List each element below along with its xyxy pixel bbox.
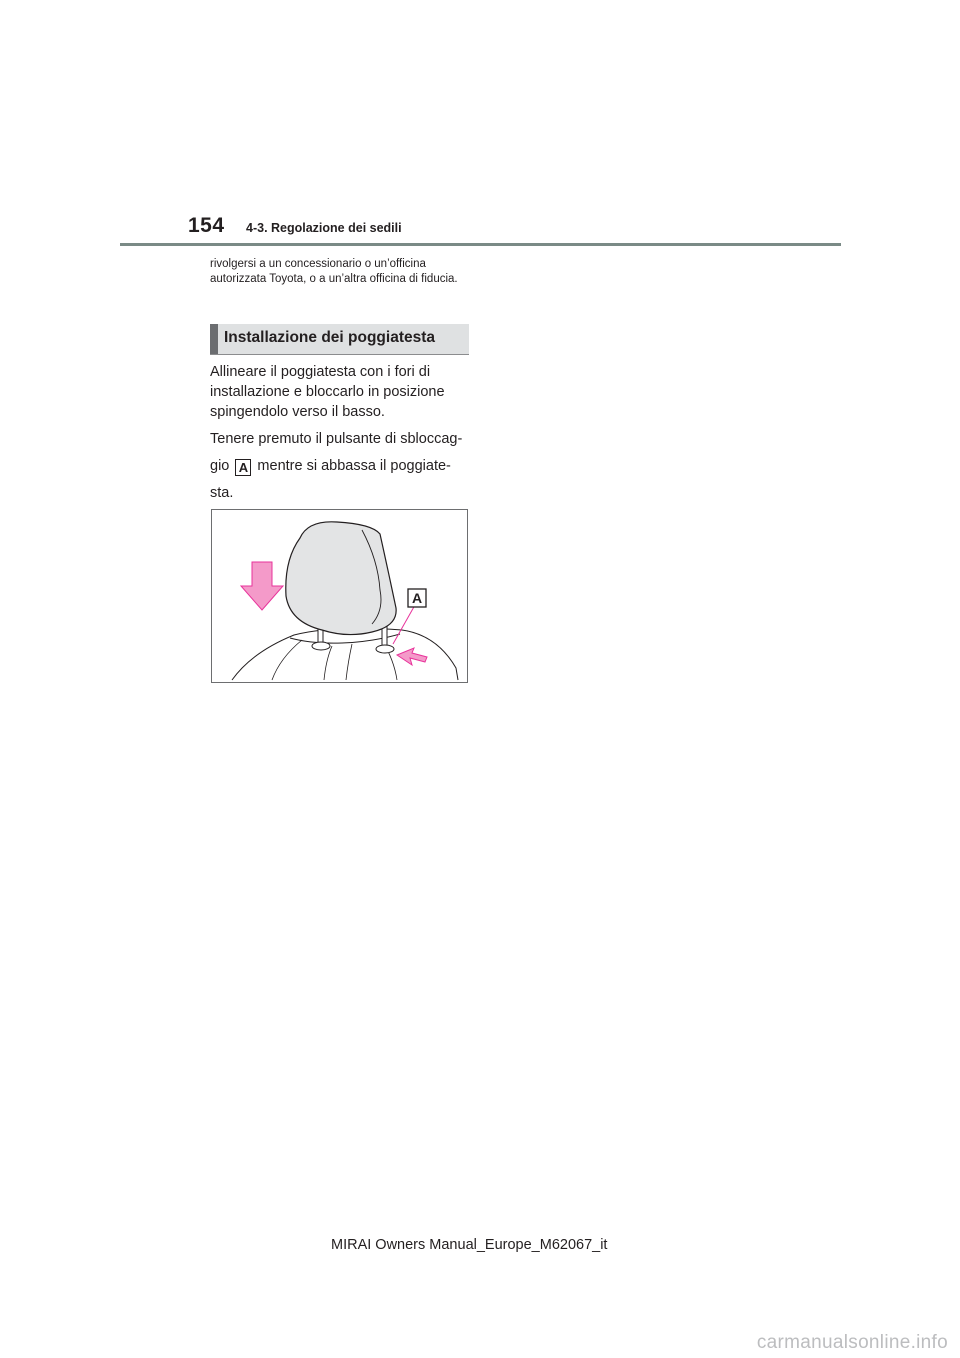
seat-stitch-line-1 <box>272 640 302 680</box>
footer-manual-name: MIRAI Owners Manual_Europe_M62067_it <box>331 1237 608 1253</box>
section-heading-bar <box>210 324 218 354</box>
intro-paragraph: rivolgersi a un concessionario o un’officina autorizzata Toyota, o a un’altra officina di fiducia. <box>210 258 458 285</box>
push-arrow-icon <box>397 648 427 665</box>
section-heading-title: Installazione dei poggiatesta <box>224 329 436 346</box>
instruction-paragraph-2 <box>210 426 472 507</box>
down-arrow-icon <box>241 562 283 610</box>
header-divider <box>120 243 841 246</box>
instruction-paragraph-2-end: mentre si abbassa il poggiate- sta. <box>210 458 451 501</box>
callout-label-text: A <box>411 590 423 606</box>
instruction-paragraph-1: Allineare il poggiatesta con i fori di installazione e bloccarlo in posizione spingendolo verso il basso. <box>210 364 445 420</box>
release-button <box>376 645 394 653</box>
seat-stitch-line-2 <box>324 646 332 680</box>
chapter-title: 4-3. Regolazione dei sedili <box>246 221 402 235</box>
seat-back-outline <box>232 628 458 680</box>
section-heading <box>210 324 469 355</box>
stay-hole-left <box>312 642 330 650</box>
watermark: carmanualsonline.info <box>756 1332 948 1353</box>
page-number: 154 <box>188 214 225 237</box>
headrest-body <box>286 522 396 635</box>
seat-stitch-line-3 <box>346 644 352 680</box>
headrest-figure <box>211 509 468 683</box>
headrest-illustration <box>212 510 469 684</box>
instruction-paragraph-2-start: Tenere premuto il pulsante di sbloccag- gio <box>210 431 463 474</box>
callout-label-inline: A <box>235 459 251 476</box>
